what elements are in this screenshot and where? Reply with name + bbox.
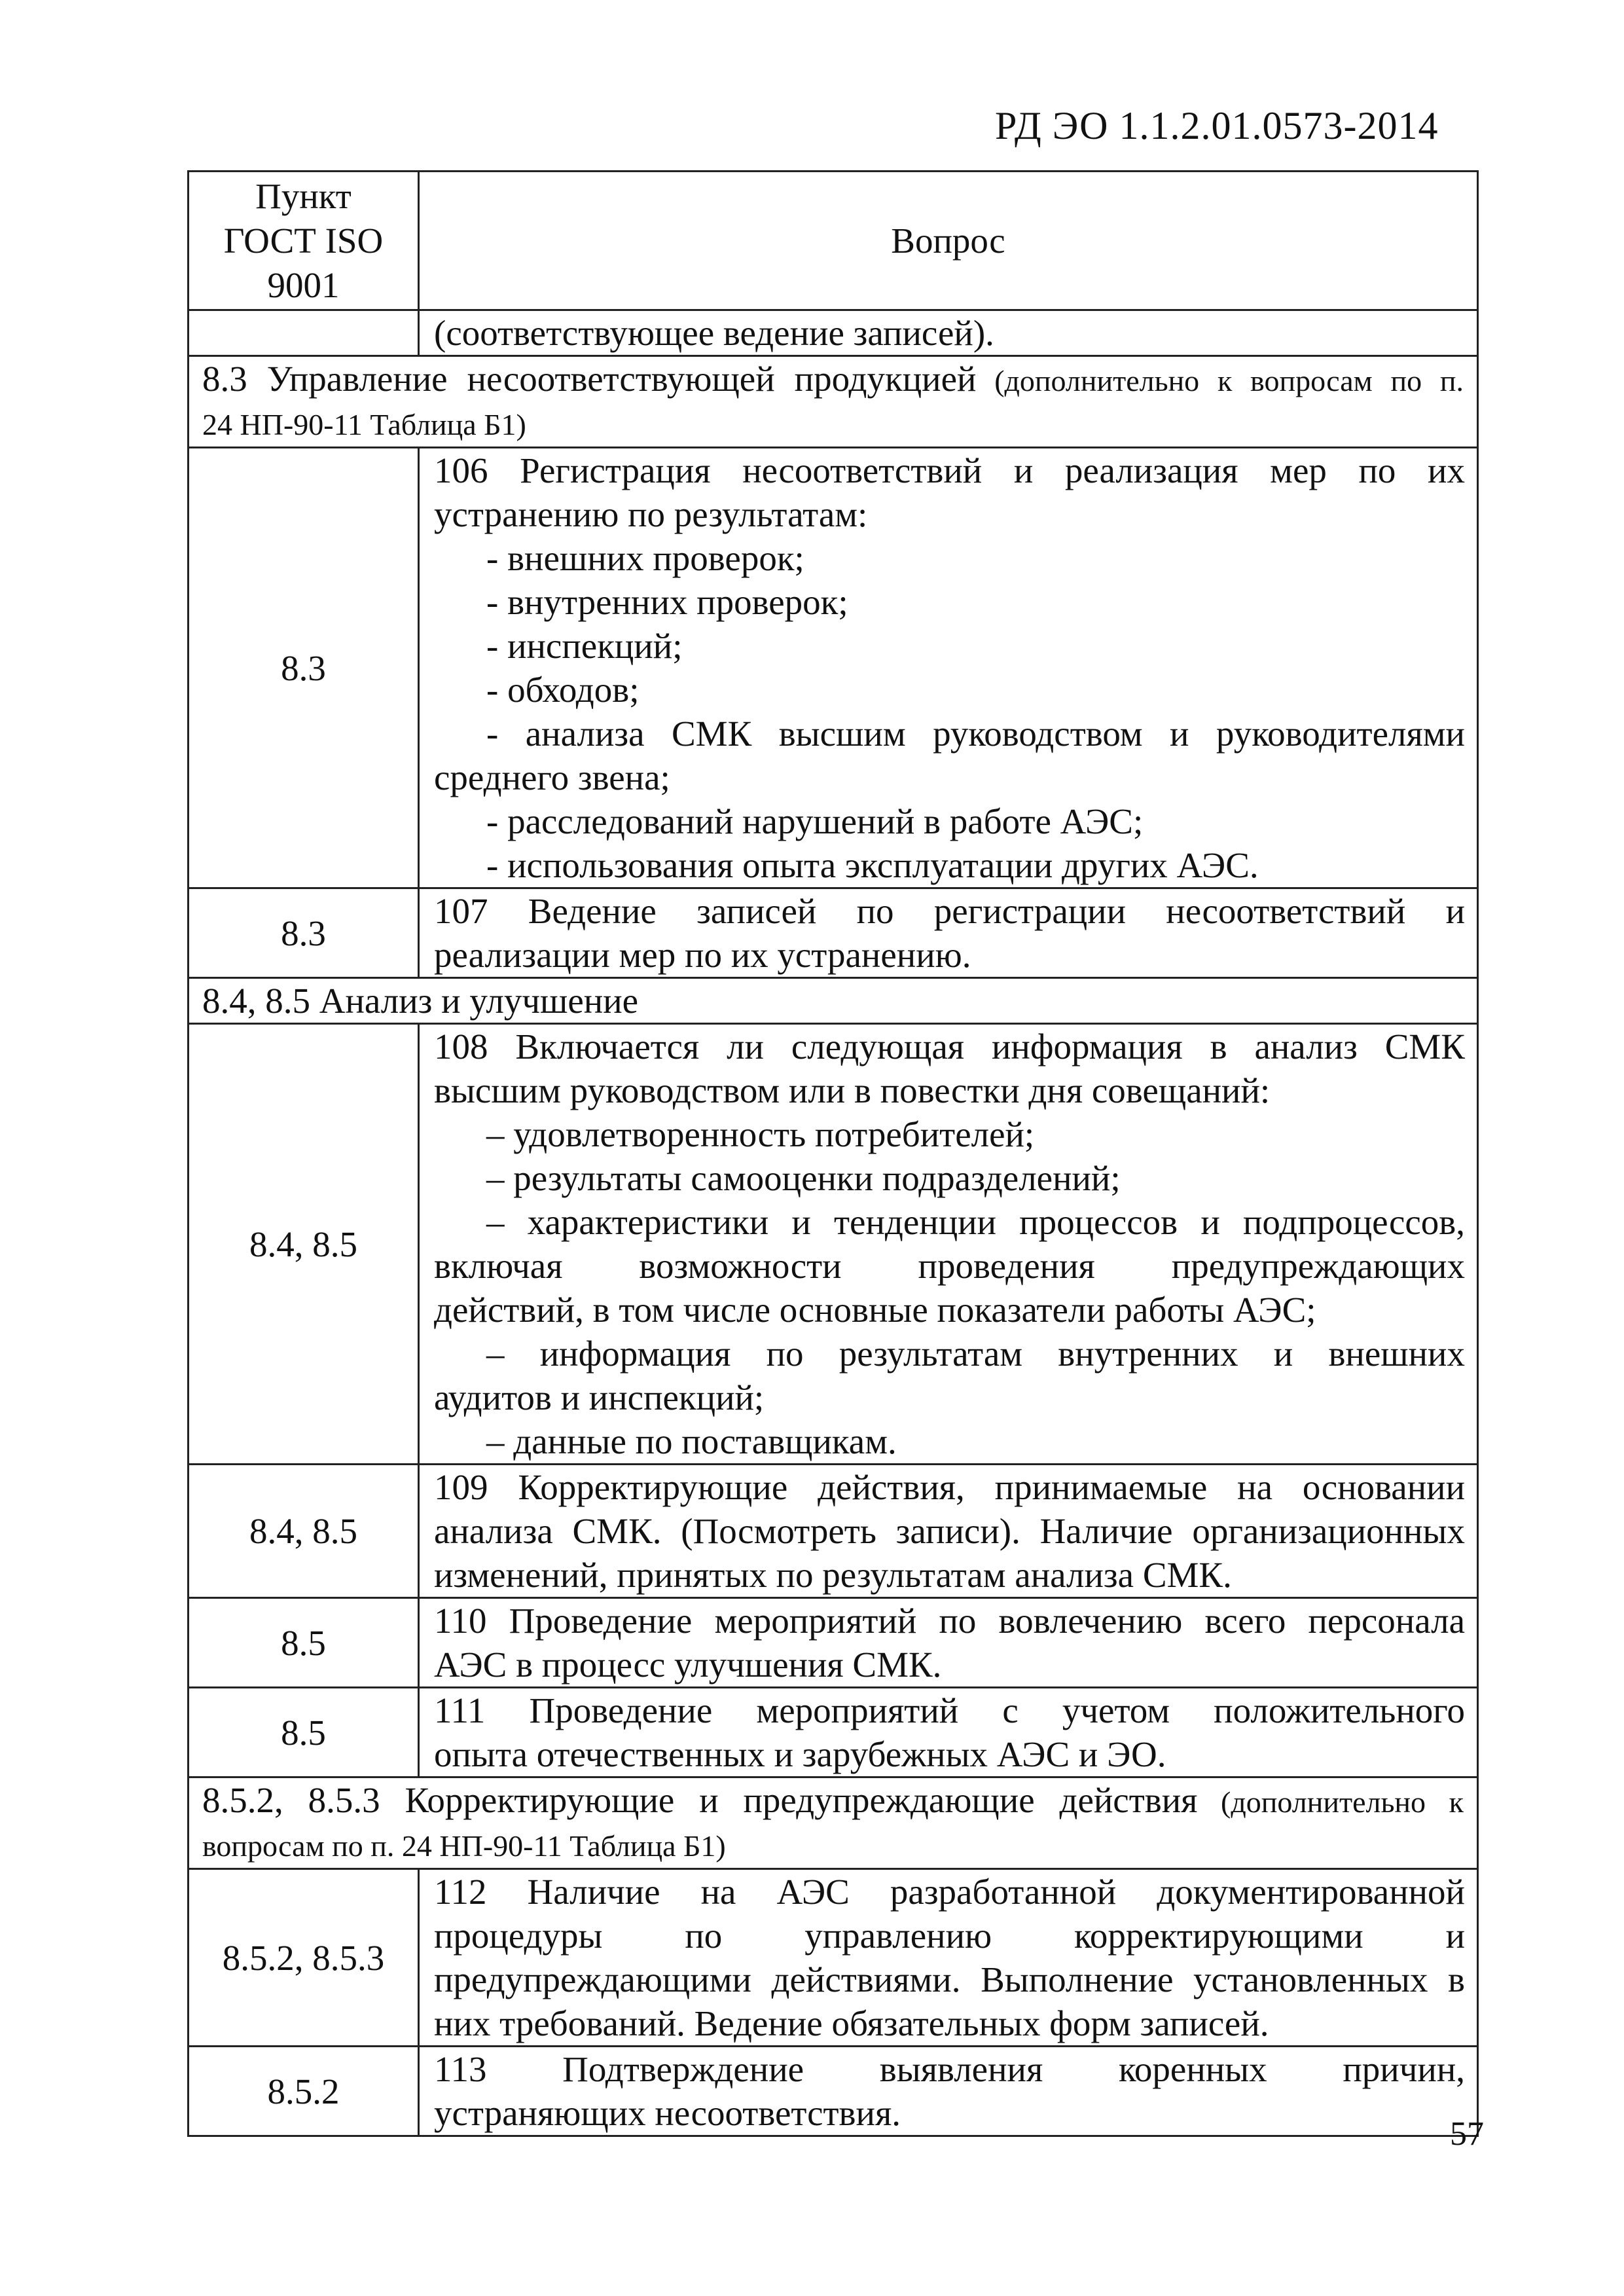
table-row (189, 1598, 1478, 1688)
text-line: (дополнительно к вопросам по п. (976, 364, 1464, 397)
text-line: – удовлетворенность потребителей; (486, 1114, 1035, 1154)
text-line: них требований. Ведение обязательных форм записей. (434, 2003, 1269, 2043)
point-cell: 8.5.2 (189, 2047, 419, 2136)
point-cell (189, 310, 419, 356)
point-cell: 8.5.2, 8.5.3 (189, 1869, 419, 2047)
question-cell (419, 310, 1478, 356)
text-line: устранению по результатам: (434, 494, 868, 534)
table-row (189, 1688, 1478, 1777)
text-line: 8.5.2, 8.5.3 Корректирующие и предупреждающие действия (202, 1780, 1198, 1820)
text-line: (дополнительно к (1197, 1785, 1464, 1819)
text-line: 111 Проведение мероприятий с учетом положительного (434, 1690, 1465, 1730)
text-line: 9001 (267, 264, 340, 305)
point-cell: 8.3 (189, 448, 419, 888)
text-line: - внешних проверок; (486, 538, 804, 578)
page-number: 57 (1450, 2115, 1484, 2153)
text-line: 112 Наличие на АЭС разработанной документированной (434, 1872, 1465, 1912)
section-title (189, 978, 1478, 1024)
column-header-point (189, 172, 419, 310)
point-cell: 8.3 (189, 888, 419, 978)
text-line: реализации мер по их устранению. (434, 935, 971, 975)
text-line: анализа СМК. (Посмотреть записи). Наличие организационных (434, 1511, 1465, 1551)
text-line: среднего звена; (434, 757, 670, 797)
text-line: – характеристики и тенденции процессов и подпроцессов, (486, 1202, 1465, 1242)
section-row (189, 978, 1478, 1024)
text-line: 8.4, 8.5 Анализ и улучшение (202, 981, 639, 1021)
table-header-row (189, 172, 1478, 310)
text-line: - использования опыта эксплуатации других АЭС. (486, 845, 1259, 885)
text-line: - инспекций; (486, 626, 683, 666)
text-line: (соответствующее ведение записей). (434, 313, 994, 353)
question-cell (419, 1465, 1478, 1598)
question-cell (419, 1869, 1478, 2047)
section-row (189, 356, 1478, 448)
table-row (189, 310, 1478, 356)
text-line: высшим руководством или в повестки дня совещаний: (434, 1070, 1271, 1110)
text-line: - анализа СМК высшим руководством и руководителями (486, 714, 1465, 754)
text-line: 106 Регистрация несоответствий и реализация мер по их (434, 450, 1465, 490)
text-line: Пункт (255, 175, 352, 216)
text-line: 8.3 Управление несоответствующей продукцией (202, 359, 977, 399)
text-line: включая возможности проведения предупреждающих (434, 1246, 1465, 1286)
text-line: - расследований нарушений в работе АЭС; (486, 801, 1144, 841)
text-line: действий, в том числе основные показатели работы АЭС; (434, 1290, 1316, 1330)
table-row (189, 448, 1478, 888)
column-header-question: Вопрос (419, 172, 1478, 310)
text-line: 108 Включается ли следующая информация в анализ СМК (434, 1027, 1465, 1066)
section-row (189, 1777, 1478, 1869)
text-line: – данные по поставщикам. (486, 1421, 897, 1461)
text-line: - внутренних проверок; (486, 582, 848, 622)
table-row (189, 888, 1478, 978)
question-cell (419, 1688, 1478, 1777)
question-cell (419, 2047, 1478, 2136)
point-cell: 8.4, 8.5 (189, 1024, 419, 1465)
text-line: изменений, принятых по результатам анализа СМК. (434, 1555, 1232, 1595)
text-line: 24 НП-90-11 Таблица Б1) (202, 408, 526, 441)
questions-table (187, 170, 1479, 2137)
text-line: опыта отечественных и зарубежных АЭС и ЭО. (434, 1734, 1166, 1774)
text-line: – результаты самооценки подразделений; (486, 1158, 1121, 1198)
section-title (189, 1777, 1478, 1869)
text-line: 107 Ведение записей по регистрации несоответствий и (434, 891, 1465, 931)
text-line: 113 Подтверждение выявления коренных причин, (434, 2049, 1465, 2089)
text-line: ГОСТ ISO (223, 220, 384, 261)
text-line: процедуры по управлению корректирующими и (434, 1916, 1465, 1956)
question-cell (419, 1598, 1478, 1688)
text-line: устраняющих несоответствия. (434, 2093, 901, 2133)
point-cell: 8.4, 8.5 (189, 1465, 419, 1598)
text-line: аудитов и инспекций; (434, 1377, 765, 1417)
question-cell (419, 888, 1478, 978)
table-row (189, 1869, 1478, 2047)
text-line: предупреждающими действиями. Выполнение установленных в (434, 1959, 1465, 1999)
table-row (189, 1465, 1478, 1598)
table-row (189, 1024, 1478, 1465)
text-line: АЭС в процесс улучшения СМК. (434, 1645, 942, 1685)
point-cell: 8.5 (189, 1598, 419, 1688)
section-title (189, 356, 1478, 448)
point-cell: 8.5 (189, 1688, 419, 1777)
text-line: 109 Корректирующие действия, принимаемые на основании (434, 1467, 1465, 1507)
text-line: - обходов; (486, 670, 640, 710)
document-code: РД ЭО 1.1.2.01.0573-2014 (995, 104, 1439, 147)
question-cell (419, 448, 1478, 888)
table-row (189, 2047, 1478, 2136)
text-line: вопросам по п. 24 НП-90-11 Таблица Б1) (202, 1829, 726, 1863)
text-line: – информация по результатам внутренних и внешних (486, 1334, 1465, 1374)
question-cell (419, 1024, 1478, 1465)
text-line: 110 Проведение мероприятий по вовлечению всего персонала (434, 1601, 1465, 1641)
